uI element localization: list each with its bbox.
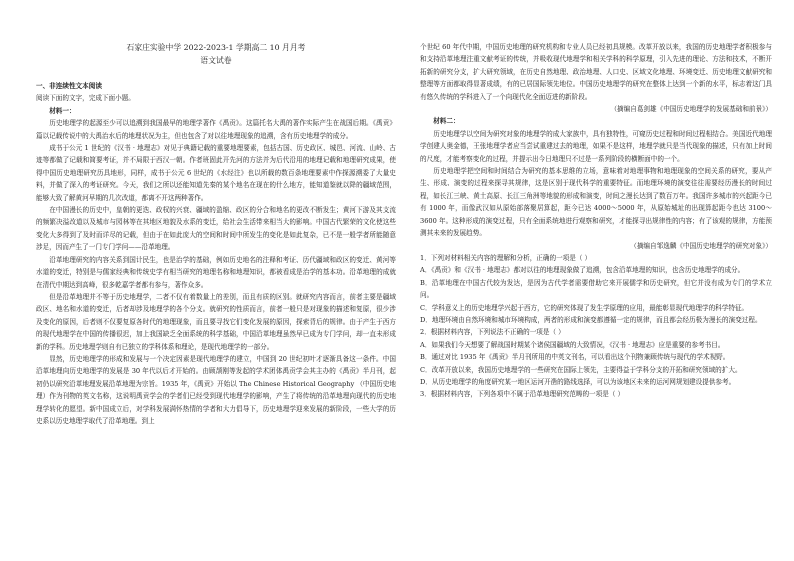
material-two-label: 材料二： bbox=[433, 117, 460, 126]
left-column bbox=[36, 80, 396, 427]
right-column bbox=[420, 41, 772, 401]
source-note: （摘编自邹逸麟《中国历史地理学的研究对象》） bbox=[630, 241, 772, 250]
paragraph: 成书于公元 1 世纪的《汉书 · 地理志》对见于典籍记载的重要地理要素，包括古国、历史政区、城邑、河流、山岭、古迹等都做了记载和简要考证，并不局限于西汉一朝。作者班固此开先河的方法并为后代沿用的地理记载和地理研究成果，使得中国历史地理研究历具地形，同样，成书于公元 6 世纪的《水经注》也以所载的数百条地理要素中作探源溯委了大量史料，并做了深入的考证研究。今天，我们之所以还能知道先秦的某个地名在现在的什么地方，能知道鉴就以降的疆域范围，能够大致了解黄河早期的几次改道，都离不开这两种著作。 bbox=[36, 144, 396, 202]
option-1a: A．《禹贡》和《汉书 · 地理志》都对以往的地理现象做了追溯，包含沿革地理的知识，也含历史地理学的成分。 bbox=[420, 266, 745, 275]
question-3: 3．根据材料内容，下列各项中不属于沿革地理研究范畴的一项是（ ） bbox=[420, 390, 625, 399]
paragraph: 历史地理学的起源至少可以追溯到我国最早的地理学著作《禹贡》。这篇托名大禹的著作实际产生在战国后期。《禹贡》篇以记载传说中的大禹治水后的地理状况为主，但也包含了对以往地理现象的追溯，含有历史地理学的成分。 bbox=[36, 119, 396, 140]
paragraph: 历史地理学把空间和时间结合为研究的基本思维的立场，意味着对地理事物和地理现象的空间关系的研究，要从产生、形成、演变的过程来探寻其规律，这是区别于现代科学的重要特征。而地理环境的演变往往需要经历漫长的时间过程，如长江三峡、黄土高原、长江三角洲等地貌的形成和演变，时间之漫长达到了数百万年。我国许多城市的兴起距今已有 1000 年，而像武汉如从原始部落聚居算起，距今已达 4000～5000 年，从原始城址的出现算起距今也达 3100～3600 年。这种形成的演变过程，只有全面系统地进行观察和研究，才能探寻出规律性的内容；有了该观的规律，方能预测其未来的发展趋势。 bbox=[420, 167, 772, 238]
paragraph: 但是沿革地理并不等于历史地理学，二者不仅有着数量上的差别，而且有质的区别。就研究内容而言，前者主要是疆域政区、地名和水道的变迁，后者却涉及地理学的各个分支。就研究的性质而言，前者一般只是对现象的描述和复原，很少涉及变化的原因，后者则不仅要复原各时代的地理现象，而且要寻找它们变化发展的原因，探索背后的规律。由于产生于西方的现代地理学在中国的传播很迟，加上我国缺乏全面系统的科学基础，中国沿革地理虽然早已成为专门学问，却一直未形成新的学科。历史地理学则自有已独立的学科体系和理论，是现代地理学的一部分。 bbox=[36, 292, 396, 351]
section-heading: 一、非连续性文本阅读 bbox=[36, 82, 102, 90]
source-note: （摘编自葛剑雄《中国历史地理学的发展基础和前景》） bbox=[610, 105, 772, 114]
exam-subtitle: 语文试卷 bbox=[200, 56, 232, 65]
paragraph: 沿革地理研究的内容关系到国计民生，也是治学的基础，例如历史地名的注释和考证、历代疆域和政区的变迁、黄河等水道的变迁，特别是与儒家经典和传统史学有相当研究的地理名称和地理知识，都被看成是治学的基本功。沿革地理的成就在清代中期达到高峰，很多乾嘉学者都有参与，著作众多。 bbox=[36, 255, 396, 289]
option-2d: D．从历史地理学的角度研究某一地区运河开凿的路线选择，可以为该地区未来的运河网规划建设提供参考。 bbox=[420, 377, 736, 386]
exam-title: 石家庄实验中学 2022-2023-1 学期高二 10 月月考 bbox=[126, 43, 306, 52]
instruction: 阅读下面的文字，完成下面小题。 bbox=[36, 94, 135, 103]
material-one-label: 材料一： bbox=[49, 106, 76, 115]
paragraph: 显然，历史地理学的形成和发展与一个决定因素是现代地理学的建立，中国到 20 世纪初叶才逐渐具备这一条件。中国沿革地理向历史地理学的发展是 30 年代以后才开始的。由顾颉刚等发起的学术团体禹贡学会其主办的《禹贡》半月刊，起初仍以研究沿革地理发展沿革地理为宗旨。1935 年，《禹贡》开始以 The Chinese Historical Geography （中国历史地理）作为刊物的英文名称，这说明禹贡学会的学者们已经受到现代地理学的影响，产生了将传统的沿革地理向现代的历史地理学转化的愿望。新中国成立后，对学科发展满怀热情的学者和大力倡导下，历史地理学迎来发展的新阶段，一些大学的历史系以历史地理学取代了沿革地理。到上 bbox=[36, 354, 396, 425]
paragraph: 个世纪 60 年代中期，中国历史地理的研究机构和专业人员已经初具规模。改革开放以来，我国的历史地理学者积极参与和支持沿革地理注重文献考证的传统，并吸收现代地理学和相关学科的科学原理，引入先进的理论、方法和技术，不断开拓新的研究分支，扩大研究领域，在历史自然地理、政治地理、人口史、区域文化地理、环境变迁、历史地理文献研究和整理等方面都取得显著成绩，有的已居国际领先地位。中国历史地理学的研究在整体上达到一个新的水平，标志着这门具有悠久传统的学科进入了一个向现代化全面迈进的新阶段。 bbox=[420, 43, 772, 101]
paragraph: 在中国漫长的历史中，皇朝的更迭、政权的兴衰、疆域的盈缩、政区的分合和地名的更改不断发生；黄河下游及其支流的频繁决溢改道以及城市与园林等在其地区地貌及水系的变迁，给社会生活带来相当大的影响。中国古代繁荣的文化使这些变化大多得到了及时而详尽的记载，但由于在如此庞大的空间和时间中所发生的变化是如此复杂，已不是一般学者所能随意涉足，因而产生了一门专门学问——沿革地理。 bbox=[36, 206, 396, 252]
option-2a: A．如果我们今天想要了解战国时期某个诸侯国疆域的大致情况，《汉书 · 地理志》应是重要的参考书目。 bbox=[420, 340, 725, 349]
option-2b: B．通过对比 1935 年《禹贡》半月刊所用的中英文刊名，可以看出这个刊物兼顾传统与现代的学术视野。 bbox=[420, 353, 730, 362]
option-2c: C．改革开放以来，我国历史地理学的一些研究在国际上领先，主要得益于学科分支的开拓和研究领域的扩大。 bbox=[420, 365, 742, 374]
option-1c: C．学科意义上的历史地理学兴起于西方，它的研究体现了发生学原理的应用，最能彰显现代地理学的科学特征。 bbox=[420, 303, 749, 312]
paragraph: 历史地理学以空间为研究对象的地理学的成大家族中，具有独特性，可窥历史过程和时间过程相结合。美国近代地理学创建人奥金德，王张地理学者应当尝试重建过去的地理，如果不是这样，地理学就只是当代现象的描述，只有加上时间的尺度，才能考察变化的过程，并提示出今日地理只不过是一系列阶段的横断面中的一个。 bbox=[420, 129, 772, 163]
question-1: 1．下列对材料相关内容的理解和分析，正确的一项是（ ） bbox=[420, 253, 592, 262]
option-1d: D．地理环境由自然环境和城市环境构成，两者的形成和演变都遵循一定的规律，而且都会经历极为漫长的演变过程。 bbox=[420, 315, 762, 324]
option-1b: B．沿革地理在中国古代较为发达，是因为古代学者需要借助它来开展儒学和历史研究，但它并没有成为专门的学术立问。 bbox=[420, 278, 772, 300]
question-2: 2．根据材料内容，下列说法不正确的一项是（ ） bbox=[420, 328, 565, 337]
